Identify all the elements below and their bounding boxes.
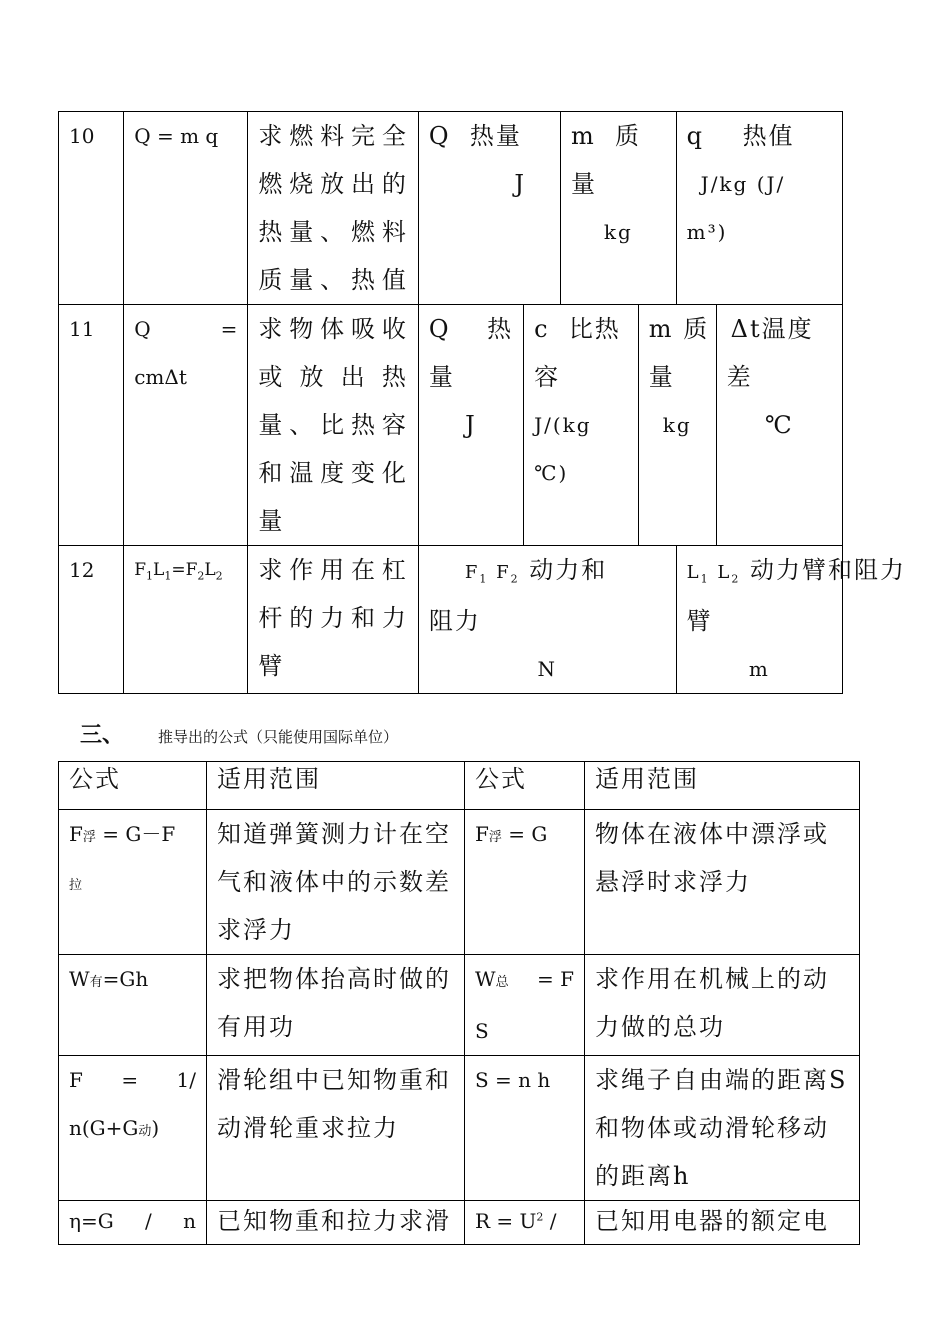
scope-cell: 已知物重和拉力求滑 <box>207 1201 465 1245</box>
row-number: 10 <box>59 112 124 305</box>
row-number: 11 <box>59 305 124 546</box>
scope-cell: 物体在液体中漂浮或 悬浮时求浮力 <box>585 810 860 955</box>
scope-cell: 求把物体抬高时做的 有用功 <box>207 955 465 1056</box>
table-row <box>59 1056 860 1201</box>
formula-cell: S = n h <box>465 1056 585 1201</box>
scope-cell: 滑轮组中已知物重和 动滑轮重求拉力 <box>207 1056 465 1201</box>
row-number: 12 <box>59 546 124 694</box>
scope-cell: 已知用电器的额定电 <box>585 1201 860 1245</box>
formula-cell: F = 1/ n(G+G动) <box>59 1056 207 1201</box>
scope-cell: 求作用在机械上的动 力做的总功 <box>585 955 860 1056</box>
table-row <box>59 305 843 546</box>
formula-cell: $R = U^2$ / <box>465 1201 585 1245</box>
variable-cell: m 质量 kg <box>638 305 716 546</box>
header-formula: 公式 <box>465 762 585 810</box>
table-row <box>59 810 860 955</box>
variable-cell: m 质量 kg <box>560 112 676 305</box>
variable-cell: $L_1$ $L_2$ 动力臂和阻力 臂 m <box>676 546 842 694</box>
header-formula: 公式 <box>59 762 207 810</box>
variable-cell: Q 热 量 J <box>418 305 523 546</box>
table-header-row <box>59 762 860 810</box>
variable-cell: q 热值 J/kg (J/ m³) <box>676 112 842 305</box>
table-row <box>59 112 843 305</box>
section-number: 三、 <box>80 722 125 748</box>
description-cell: 求燃料完全 燃烧放出的 热量、燃料 质量、热值 <box>248 112 418 305</box>
table-row <box>59 1201 860 1245</box>
table-row <box>59 955 860 1056</box>
section-title: 推导出的公式（只能使用国际单位） <box>158 728 399 746</box>
section-heading <box>80 718 398 749</box>
variable-cell: Δt温度 差 ℃ <box>716 305 842 546</box>
description-cell: 求物体吸收 或放出热 量、比热容 和温度变化 量 <box>248 305 418 546</box>
formula-cell: Q = m q <box>124 112 248 305</box>
formula-table-1 <box>58 111 906 694</box>
scope-cell: 知道弹簧测力计在空 气和液体中的示数差 求浮力 <box>207 810 465 955</box>
formula-cell: W总 = F S <box>465 955 585 1056</box>
header-scope: 适用范围 <box>207 762 465 810</box>
variable-cell: Q 热量 J <box>418 112 560 305</box>
formula-cell: F浮 = G－F 拉 <box>59 810 207 955</box>
formula-cell: F浮 = G <box>465 810 585 955</box>
formula-cell: W有=Gh <box>59 955 207 1056</box>
variable-cell: c 比热 容 J/(kg ℃) <box>524 305 639 546</box>
description-cell: 求作用在杠 杆的力和力 臂 <box>248 546 418 694</box>
formula-cell: η=G / n <box>59 1201 207 1245</box>
formula-cell: $F_1L_1=F_2L_2$ <box>124 546 248 694</box>
header-scope: 适用范围 <box>585 762 860 810</box>
scope-cell: 求绳子自由端的距离S 和物体或动滑轮移动 的距离h <box>585 1056 860 1201</box>
formula-cell: Q = cmΔt <box>124 305 248 546</box>
formula-table-2 <box>58 761 860 1245</box>
variable-cell: $F_1$ $F_2$ 动力和 阻力 N <box>418 546 676 694</box>
table-row <box>59 546 843 694</box>
